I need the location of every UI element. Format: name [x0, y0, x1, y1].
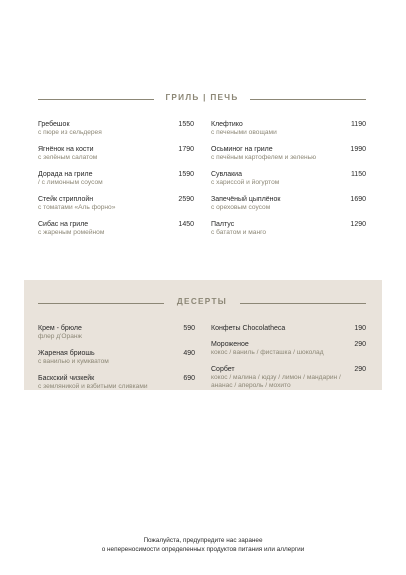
item-name: Клефтико: [211, 121, 243, 128]
desserts-section-header: [38, 297, 366, 311]
item-description: с бататом и манго: [211, 229, 267, 236]
menu-item: [38, 195, 194, 220]
item-price: 1550: [178, 121, 194, 128]
item-description: с жареным ромейном: [38, 229, 105, 236]
item-price: 590: [183, 325, 195, 332]
item-price: 1790: [178, 146, 194, 153]
menu-item: [211, 170, 366, 195]
menu-item: [211, 220, 366, 245]
menu-item: [211, 145, 366, 170]
item-description: с пюре из сельдерея: [38, 129, 102, 136]
divider-right: [240, 303, 366, 304]
item-price: 2590: [178, 196, 194, 203]
item-name: Баскский чизкейк: [38, 375, 95, 382]
item-name: Гребешок: [38, 121, 70, 128]
menu-item: [38, 220, 194, 245]
menu-item: [38, 170, 194, 195]
menu-item: [38, 324, 195, 349]
allergy-notice: [0, 536, 406, 554]
desserts-left-column: [38, 324, 195, 399]
item-name: Дорада на гриле: [38, 171, 93, 178]
item-price: 1190: [350, 121, 366, 128]
item-description: кокос / ваниль / фисташка / шоколад: [211, 349, 324, 356]
desserts-section-title: ДЕСЕРТЫ: [176, 297, 228, 306]
item-price: 690: [183, 375, 195, 382]
item-name: Запечёный цыплёнок: [211, 196, 281, 203]
item-description: кокос / малина / юдзу / лимон / мандарин / ананас / апероль / мохито: [211, 374, 341, 390]
grill-left-column: [38, 120, 194, 245]
item-name: Осьминог на гриле: [211, 146, 273, 153]
item-name: Жареная бриошь: [38, 350, 95, 357]
item-description: с земляникой и взбитыми сливками: [38, 383, 148, 390]
item-description: с томатами «Аль форно»: [38, 204, 116, 211]
menu-item: [211, 340, 366, 365]
desserts-right-column: [211, 324, 366, 399]
menu-item: [211, 120, 366, 145]
item-description: с ореховым соусом: [211, 204, 271, 211]
item-name: Сибас на гриле: [38, 221, 89, 228]
allergy-notice-line-1: Пожалуйста, предупредите нас заранее: [143, 537, 263, 544]
item-price: 1690: [350, 196, 366, 203]
grill-right-column: [211, 120, 366, 245]
item-name: Мороженое: [211, 341, 249, 348]
menu-item: [38, 374, 195, 399]
divider-right: [250, 99, 366, 100]
item-name: Сувлакиа: [211, 171, 242, 178]
item-price: 1590: [178, 171, 194, 178]
item-price: 1990: [350, 146, 366, 153]
menu-item: [211, 324, 366, 340]
item-price: 290: [354, 341, 366, 348]
item-name: Конфеты Chocolatheca: [211, 325, 286, 332]
item-description: с харисcой и йогуртом: [211, 179, 280, 186]
item-name: Ягнёнок на кости: [38, 146, 94, 153]
allergy-notice-line-2: о непереносимости определенных продуктов питания или аллергии: [101, 546, 305, 553]
menu-item: [38, 349, 195, 374]
item-price: 1150: [350, 171, 366, 178]
item-description: с печеными овощами: [211, 129, 277, 136]
item-description: с зелёным салатом: [38, 154, 98, 161]
item-name: Палтус: [211, 221, 235, 228]
grill-section-header: [38, 93, 366, 107]
item-name: Крем - брюле: [38, 325, 82, 332]
item-description: флер д'Оранж: [38, 333, 82, 340]
menu-item: [211, 195, 366, 220]
menu-item: [38, 120, 194, 145]
item-price: 1450: [178, 221, 194, 228]
item-price: 190: [354, 325, 366, 332]
item-name: Стейк стриплойн: [38, 196, 94, 203]
item-price: 1290: [350, 221, 366, 228]
item-description: с ванилью и кумкватом: [38, 358, 109, 365]
grill-section-title: ГРИЛЬ | ПЕЧЬ: [165, 93, 239, 102]
menu-item: [38, 145, 194, 170]
item-description: / с лимонным соусом: [38, 179, 103, 186]
menu-item: [211, 365, 366, 399]
item-description: с печёным картофелем и зеленью: [211, 154, 317, 161]
item-price: 490: [183, 350, 195, 357]
item-name: Сорбет: [211, 366, 235, 373]
item-price: 290: [354, 366, 366, 373]
